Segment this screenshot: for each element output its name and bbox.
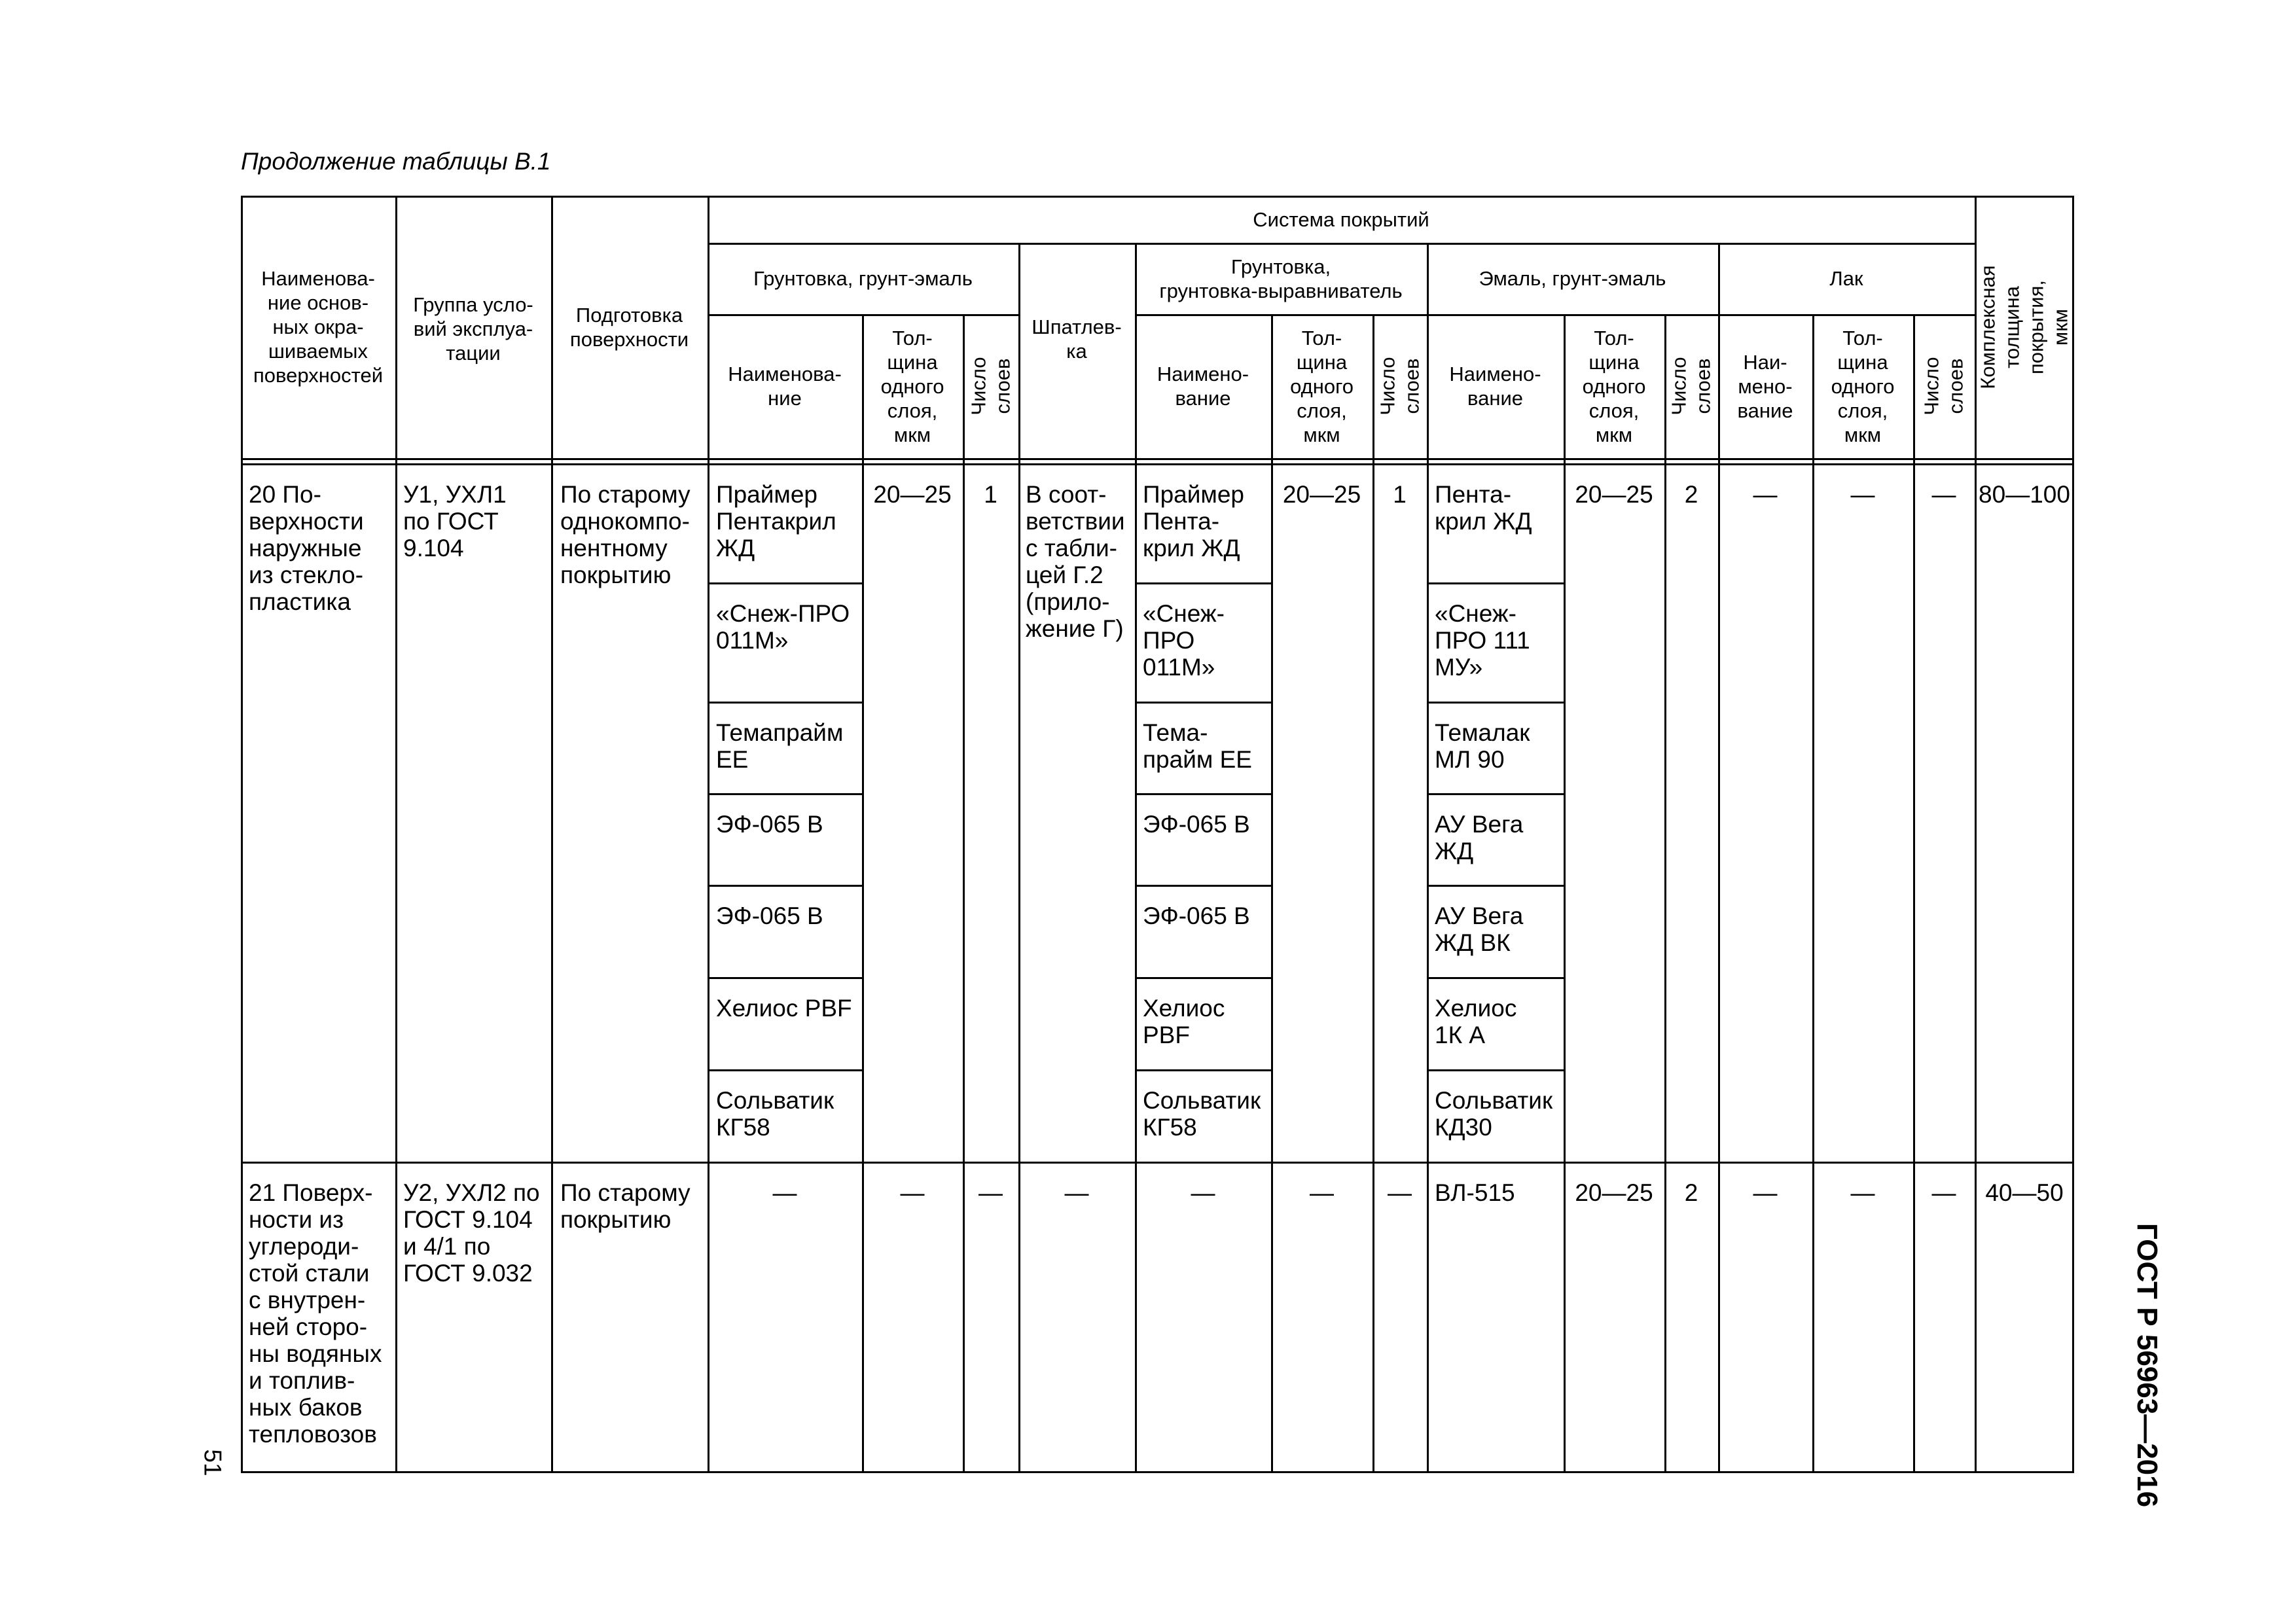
row20-level-name-3: Тема- прайм ЕЕ: [1143, 719, 1252, 773]
header-enamel-group: Эмаль, грунт-эмаль: [1479, 267, 1666, 290]
row20-enamel-name-6: Хелиос 1К А: [1435, 995, 1517, 1048]
header-primer-level-group: Грунтовка, грунтовка-выравниватель: [1159, 255, 1403, 302]
header-enamel-thickness: Тол- щина одного слоя, мкм: [1582, 326, 1646, 446]
row21-enamel-thickness: 20—25: [1575, 1179, 1653, 1206]
header-total: Комплексная толщина покрытия, мкм: [1977, 264, 2073, 389]
header-level-layers: Число слоев: [1376, 357, 1424, 416]
row20-level-name-2: «Снеж- ПРО 011М»: [1143, 600, 1225, 681]
row21-primer-name: —: [772, 1179, 797, 1206]
header-primer-name: Наименова- ние: [728, 363, 842, 410]
row20-level-name-1: Праймер Пента- крил ЖД: [1143, 481, 1245, 562]
row20-primer-thickness: 20—25: [873, 481, 952, 508]
row20-primer-layers: 1: [984, 481, 997, 508]
header-primer-layers: Число слоев: [967, 357, 1014, 416]
row21-primer-layers: —: [978, 1179, 1003, 1206]
header-lacquer-name: Наи- мено- вание: [1737, 350, 1793, 422]
row20-level-thickness: 20—25: [1282, 481, 1361, 508]
header-primer-thickness: Тол- щина одного слоя, мкм: [880, 326, 944, 446]
row20-prep: По старому однокомпо- нентному покрытию: [560, 481, 691, 588]
table-caption: Продолжение таблицы В.1: [241, 148, 551, 175]
row21-level-layers: —: [1388, 1179, 1412, 1206]
row20-level-layers: 1: [1393, 481, 1407, 508]
header-enamel-layers: Число слоев: [1668, 357, 1715, 416]
row20-lacquer-thickness: —: [1850, 481, 1875, 508]
header-lacquer-group: Лак: [1829, 267, 1863, 290]
header-surfaces: Наименова- ние основ- ных окра- шиваемых поверхностей: [253, 267, 384, 387]
row20-level-name-5: ЭФ-065 В: [1143, 902, 1250, 929]
row20-enamel-layers: 2: [1684, 481, 1698, 508]
row21-prep: По старому покрытию: [560, 1179, 691, 1233]
row20-enamel-thickness: 20—25: [1575, 481, 1653, 508]
row21-lacquer-thickness: —: [1850, 1179, 1875, 1206]
row21-enamel-layers: 2: [1684, 1179, 1698, 1206]
row20-group: У1, УХЛ1 по ГОСТ 9.104: [403, 481, 507, 562]
row21-level-thickness: —: [1310, 1179, 1334, 1206]
row21-putty: —: [1064, 1179, 1089, 1206]
row20-enamel-name-3: Темалак МЛ 90: [1435, 719, 1530, 773]
row20-enamel-name-5: АУ Вега ЖД ВК: [1435, 902, 1524, 956]
row21-lacquer-name: —: [1753, 1179, 1778, 1206]
row20-surface: 20 По- верхности наружные из стекло- пластика: [249, 481, 364, 615]
header-system: Система покрытий: [1253, 207, 1429, 231]
header-prep: Подготовка поверхности: [569, 303, 689, 351]
row20-primer-name-3: Темапрайм ЕЕ: [716, 719, 844, 773]
coating-table: [241, 196, 2074, 1473]
header-putty: Шпатлев- ка: [1031, 315, 1122, 363]
row21-total: 40—50: [1985, 1179, 2064, 1206]
row20-enamel-name-2: «Снеж- ПРО 111 МУ»: [1435, 600, 1530, 681]
row21-surface: 21 Поверх- ности из углероди- стой стали с внутрен- ней сторо- ны водяных и топлив- ных баков тепловозов: [249, 1179, 382, 1448]
row20-enamel-name-7: Сольватик КД30: [1435, 1087, 1553, 1141]
row21-enamel-name: ВЛ-515: [1435, 1179, 1515, 1206]
row21-lacquer-layers: —: [1931, 1179, 1956, 1206]
row21-group: У2, УХЛ2 по ГОСТ 9.104 и 4/1 по ГОСТ 9.032: [403, 1179, 540, 1287]
row20-enamel-name-1: Пента- крил ЖД: [1435, 481, 1532, 535]
document-code: ГОСТ Р 56963—2016: [2131, 1222, 2163, 1508]
row20-enamel-name-4: АУ Вега ЖД: [1435, 811, 1524, 865]
header-group: Группа усло- вий эксплуа- тации: [413, 293, 533, 365]
header-lacquer-thickness: Тол- щина одного слоя, мкм: [1831, 326, 1895, 446]
row20-primer-name-6: Хелиос PBF: [716, 995, 852, 1022]
row20-level-name-4: ЭФ-065 В: [1143, 811, 1250, 838]
row20-total: 80—100: [1979, 481, 2070, 508]
row20-level-name-6: Хелиос PBF: [1143, 995, 1225, 1048]
header-enamel-name: Наимено- вание: [1449, 363, 1541, 410]
row20-primer-name-1: Праймер Пентакрил ЖД: [716, 481, 836, 562]
header-lacquer-layers: Число слоев: [1920, 357, 1967, 416]
header-primer-group: Грунтовка, грунт-эмаль: [753, 267, 973, 290]
row20-primer-name-2: «Снеж-ПРО 011М»: [716, 600, 850, 654]
row21-level-name: —: [1191, 1179, 1215, 1206]
row20-primer-name-4: ЭФ-065 В: [716, 811, 823, 838]
page-number: 51: [199, 1449, 226, 1476]
header-level-name: Наимено- вание: [1157, 363, 1249, 410]
header-level-thickness: Тол- щина одного слоя, мкм: [1290, 326, 1354, 446]
row20-lacquer-name: —: [1753, 481, 1778, 508]
row20-primer-name-5: ЭФ-065 В: [716, 902, 823, 929]
row20-level-name-7: Сольватик КГ58: [1143, 1087, 1261, 1141]
row20-lacquer-layers: —: [1931, 481, 1956, 508]
row21-primer-thickness: —: [900, 1179, 925, 1206]
row20-primer-name-7: Сольватик КГ58: [716, 1087, 834, 1141]
row20-putty: В соот- ветствии с табли- цей Г.2 (прило- жение Г): [1026, 481, 1125, 642]
